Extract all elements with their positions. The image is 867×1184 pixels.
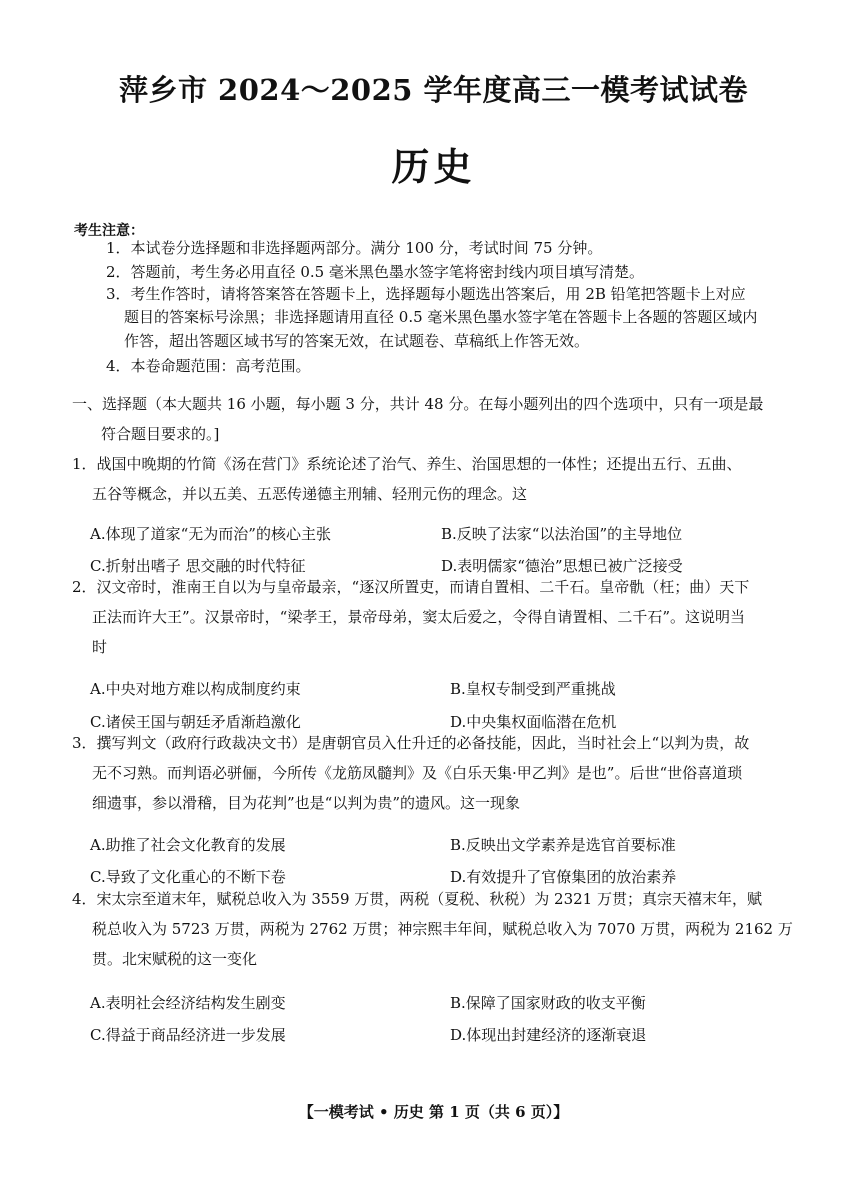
- notice-item: 题目的答案标号涂黑；非选择题请用直径 0.5 毫米黑色墨水签字笔在答题卡上各题的答题区域内: [124, 308, 758, 326]
- question-1-stem: 1．战国中晚期的竹简《汤在营门》系统论述了治气、养生、治国思想的一体性；还提出五行、五曲、: [72, 455, 742, 473]
- notice-item: 1．本试卷分选择题和非选择题两部分。满分 100 分，考试时间 75 分钟。: [106, 239, 603, 257]
- question-4-stem: 贯。北宋赋税的这一变化: [92, 950, 258, 968]
- question-1-option-b: B.反映了法家“以法治国”的主导地位: [441, 525, 683, 543]
- question-1-option-d: D.表明儒家“德治”思想已被广泛接受: [441, 557, 683, 575]
- page-footer: 【一模考试 • 历史 第 1 页（共 6 页）】: [298, 1103, 569, 1121]
- question-2-option-d: D.中央集权面临潜在危机: [450, 713, 617, 731]
- question-4-option-b: B.保障了国家财政的收支平衡: [450, 994, 646, 1012]
- notice-item: 2．答题前，考生务必用直径 0.5 毫米黑色墨水签字笔将密封线内项目填写清楚。: [106, 263, 644, 281]
- question-1-stem: 五谷等概念，并以五美、五恶传递德主刑辅、轻刑元伤的理念。这: [92, 485, 528, 503]
- question-3-option-b: B.反映出文学素养是选官首要标准: [450, 836, 676, 854]
- notice-item: 4．本卷命题范围：高考范围。: [106, 357, 311, 375]
- question-4-option-d: D.体现出封建经济的逐渐衰退: [450, 1026, 647, 1044]
- question-2-stem: 正法而许大王”。汉景帝时，“梁孝王，景帝母弟，窦太后爱之，令得自请置相、二千石”。这说明当: [92, 608, 746, 626]
- notice-heading: 考生注意：: [74, 223, 144, 239]
- question-2-option-a: A.中央对地方难以构成制度约束: [90, 680, 301, 698]
- question-2-stem: 2．汉文帝时，淮南王自以为与皇帝最亲，“逐汉所置吏，而请自置相、二千石。皇帝骩（枉；曲）天下: [72, 578, 750, 596]
- question-1-option-c: C.折射出嗜子 思交融的时代特征: [90, 557, 306, 575]
- exam-title: 萍乡市 2024～2025 学年度高三一模考试试卷: [118, 73, 749, 107]
- question-3-stem: 无不习熟。而判语必骈俪，今所传《龙筋凤髓判》及《白乐天集·甲乙判》是也”。后世“世俗喜道琐: [92, 764, 743, 782]
- question-1-option-a: A.体现了道家“无为而治”的核心主张: [90, 525, 331, 543]
- question-4-option-a: A.表明社会经济结构发生剧变: [90, 994, 286, 1012]
- notice-item: 作答，超出答题区域书写的答案无效，在试题卷、草稿纸上作答无效。: [124, 332, 590, 350]
- question-4-stem: 税总收入为 5723 万贯，两税为 2762 万贯；神宗熙丰年间，赋税总收入为 7070 万贯，两税为 2162 万: [92, 920, 793, 938]
- notice-item: 3．考生作答时，请将答案答在答题卡上，选择题每小题选出答案后，用 2B 铅笔把答题卡上对应: [106, 285, 746, 303]
- question-4-option-c: C.得益于商品经济进一步发展: [90, 1026, 286, 1044]
- question-3-option-d: D.有效提升了官僚集团的放治素养: [450, 868, 677, 886]
- question-2-stem: 时: [92, 638, 108, 656]
- subject-title: 历史: [391, 144, 476, 189]
- section-instruction: 符合题目要求的。]: [101, 425, 220, 443]
- question-4-stem: 4．宋太宗至道末年，赋税总收入为 3559 万贯，两税（夏税、秋税）为 2321 万贯；真宗天禧末年，赋: [72, 890, 762, 908]
- question-2-option-b: B.皇权专制受到严重挑战: [450, 680, 616, 698]
- section-instruction: 一、选择题（本大题共 16 小题，每小题 3 分，共计 48 分。在每小题列出的四个选项中，只有一项是最: [72, 395, 764, 413]
- question-2-option-c: C.诸侯王国与朝廷矛盾渐趋激化: [90, 713, 301, 731]
- question-3-option-a: A.助推了社会文化教育的发展: [90, 836, 286, 854]
- question-3-option-c: C.导致了文化重心的不断下卷: [90, 868, 286, 886]
- question-3-stem: 3．撰写判文（政府行政裁决文书）是唐朝官员入仕升迁的必备技能，因此，当时社会上“以判为贵，故: [72, 734, 750, 752]
- question-3-stem: 细遗事，参以滑稽，目为花判”也是“以判为贵”的遗风。这一现象: [92, 794, 521, 812]
